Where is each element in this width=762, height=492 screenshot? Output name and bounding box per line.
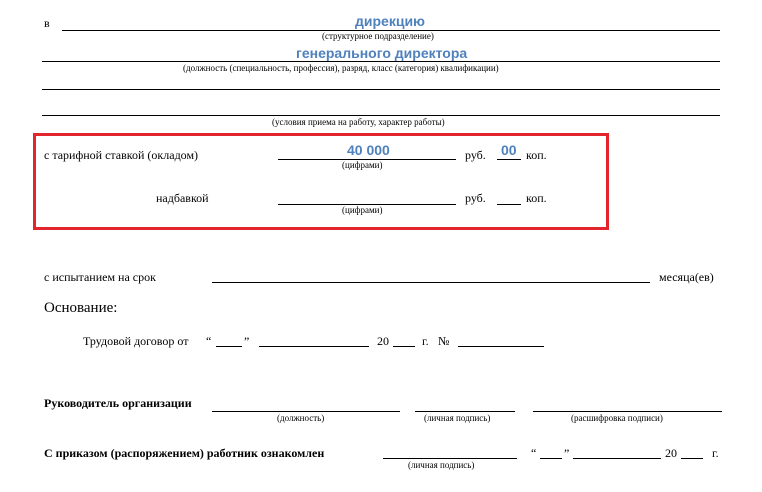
ack-year-suffix: г. [712, 446, 719, 460]
ack-year-line [681, 458, 703, 459]
ack-year-prefix: 20 [665, 446, 677, 460]
contract-number-sign: № [438, 334, 450, 348]
ack-quote-close: ” [564, 446, 570, 460]
contract-label: Трудовой договор от [83, 334, 189, 348]
bonus-kop-label: коп. [526, 191, 547, 205]
conditions-caption: (условия приема на работу, характер работы) [272, 117, 445, 127]
head-position-line [212, 411, 400, 412]
contract-year-line [393, 346, 415, 347]
rub-label: руб. [465, 148, 486, 162]
head-signature-line [415, 411, 515, 412]
head-signature-caption: (личная подпись) [424, 413, 491, 423]
department-caption: (структурное подразделение) [322, 31, 434, 41]
basis-title: Основание: [44, 300, 118, 316]
kop-line [497, 159, 521, 160]
rate-value[interactable]: 40 000 [347, 142, 390, 158]
ack-month-line [573, 458, 661, 459]
bonus-label: надбавкой [156, 191, 209, 205]
probation-label: с испытанием на срок [44, 270, 156, 284]
v-label: в [44, 16, 50, 30]
probation-unit: месяца(ев) [659, 270, 714, 284]
contract-quote-close: ” [244, 334, 250, 348]
position-line [42, 61, 720, 62]
ack-signature-caption: (личная подпись) [408, 460, 475, 470]
kop-label: коп. [526, 148, 547, 162]
ack-quote-open: “ [531, 446, 537, 460]
ack-day-line [540, 458, 562, 459]
probation-line [212, 282, 650, 283]
blank-line-1 [42, 89, 720, 90]
contract-quote-open: “ [206, 334, 212, 348]
bonus-caption: (цифрами) [342, 205, 383, 215]
rate-label: с тарифной ставкой (окладом) [44, 148, 199, 162]
contract-year-suffix: г. [422, 334, 429, 348]
blank-line-2 [42, 115, 720, 116]
contract-month-line [259, 346, 369, 347]
head-decoding-line [533, 411, 722, 412]
position-caption: (должность (специальность, профессия), разряд, класс (категория) квалификации) [183, 63, 499, 73]
position-value[interactable]: генерального директора [296, 45, 468, 61]
rate-caption: (цифрами) [342, 160, 383, 170]
contract-day-line [216, 346, 242, 347]
bonus-rub-label: руб. [465, 191, 486, 205]
ack-signature-line [383, 458, 517, 459]
ack-label: С приказом (распоряжением) работник ознакомлен [44, 446, 325, 460]
contract-year-prefix: 20 [377, 334, 389, 348]
head-position-caption: (должность) [277, 413, 325, 423]
head-decoding-caption: (расшифровка подписи) [571, 413, 663, 423]
bonus-kop-line [497, 204, 521, 205]
contract-number-line [458, 346, 544, 347]
department-value[interactable]: дирекцию [355, 13, 426, 29]
kop-value[interactable]: 00 [501, 142, 517, 158]
head-label: Руководитель организации [44, 396, 192, 410]
